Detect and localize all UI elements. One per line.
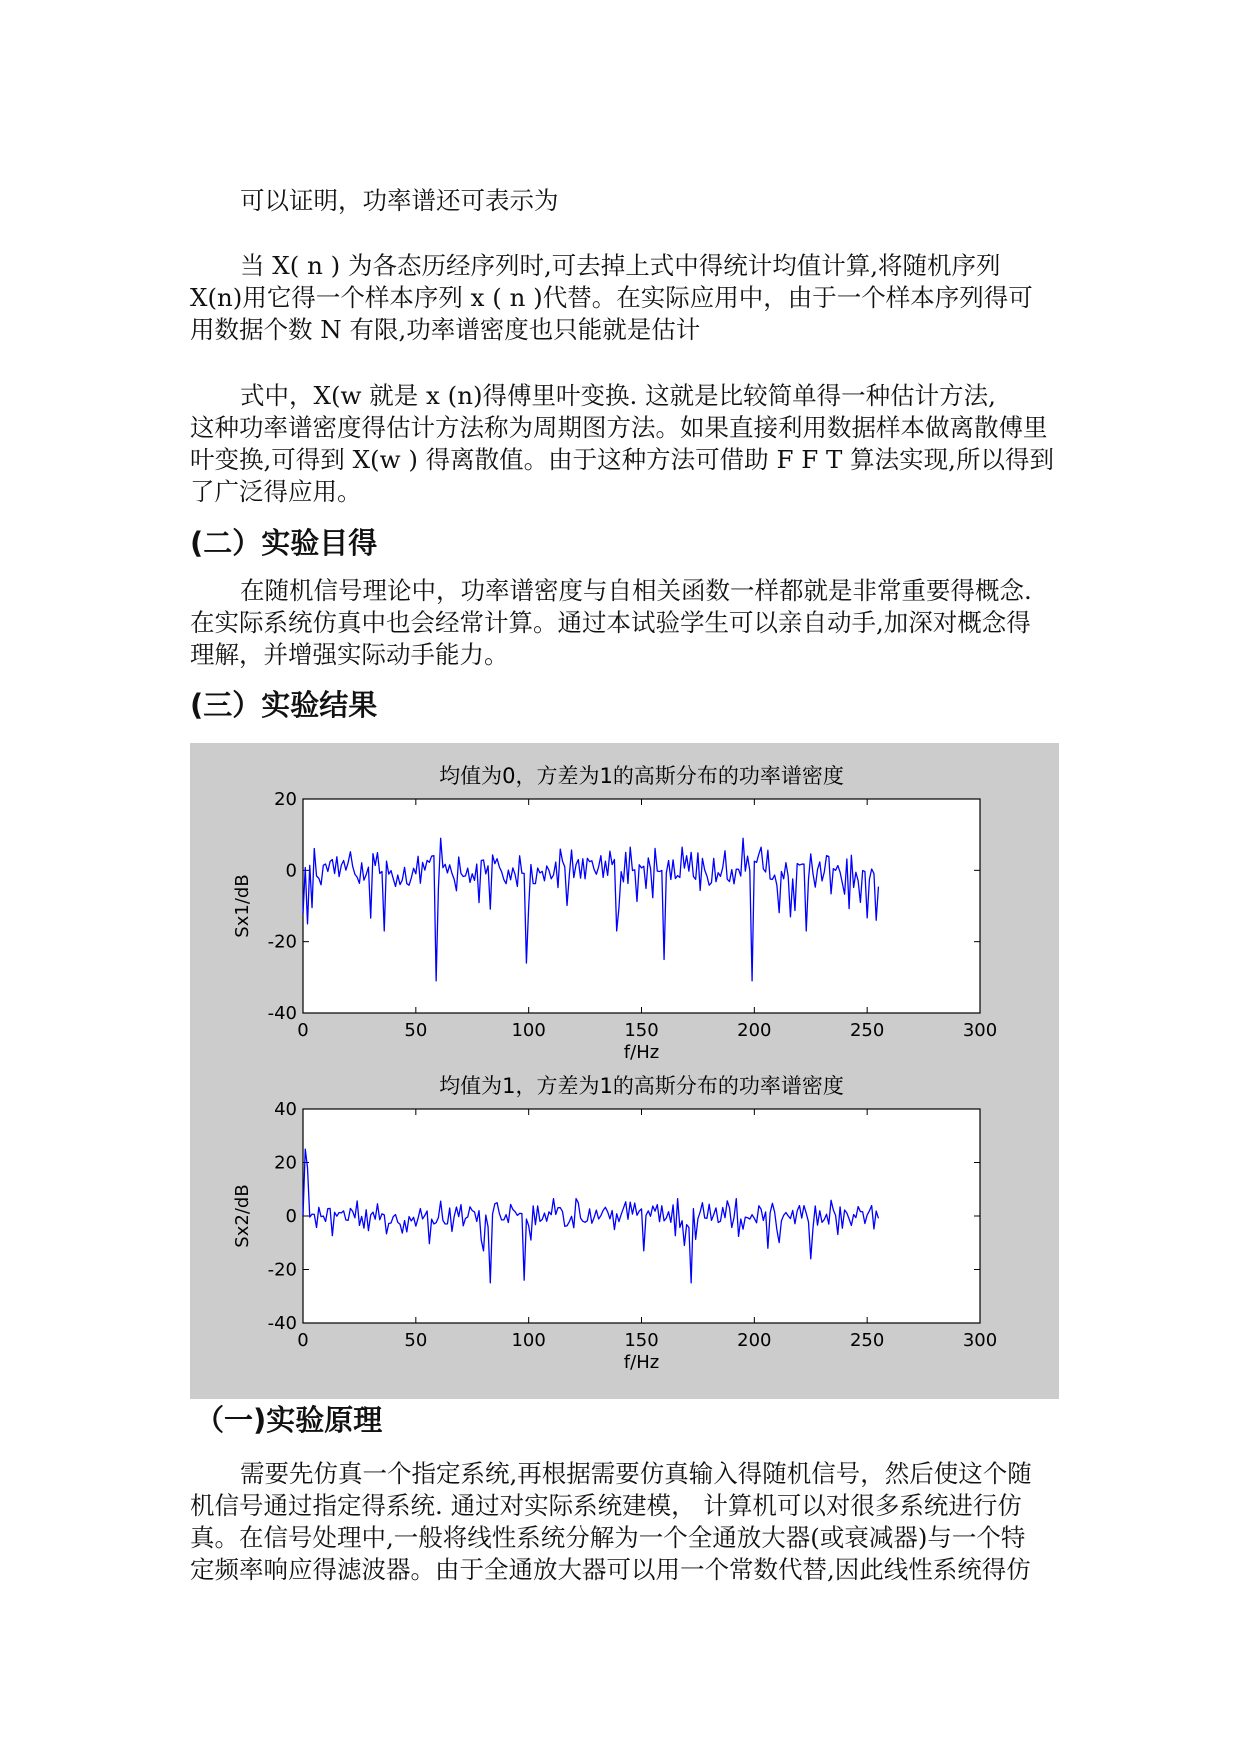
x-tick-label: 200 [737, 1330, 772, 1351]
section-heading-principle: （一)实验原理 [195, 1403, 383, 1437]
text-line: X(n)用它得一个样本序列 x ( n )代替。在实际应用中，由于一个样本序列得可 [190, 283, 1033, 312]
y-tick-label: -40 [267, 1313, 297, 1334]
y-axis-label: Sx2/dB [232, 1184, 253, 1248]
x-tick-label: 250 [849, 1330, 885, 1351]
y-axis-label: Sx1/dB [232, 874, 253, 938]
x-tick-label: 150 [624, 1020, 659, 1041]
psd-plots-svg [190, 743, 1059, 1399]
section-heading-results: (三）实验结果 [190, 688, 378, 722]
text-line: 在随机信号理论中，功率谱密度与自相关函数一样都就是非常重要得概念. [240, 576, 1032, 605]
x-tick-label: 0 [297, 1330, 309, 1351]
chart-title: 均值为0，方差为1的高斯分布的功率谱密度 [439, 764, 844, 788]
text-line: 真。在信号处理中,一般将线性系统分解为一个全通放大器(或衰减器)与一个特 [190, 1523, 1026, 1552]
x-tick-label: 100 [511, 1330, 546, 1351]
text-line: 了广泛得应用。 [190, 477, 362, 506]
x-axis-label: f/Hz [623, 1042, 660, 1063]
chart-title: 均值为1，方差为1的高斯分布的功率谱密度 [439, 1074, 844, 1098]
paragraph-power-spectrum-intro: 可以证明，功率谱还可表示为 [240, 186, 559, 215]
results-figure [190, 743, 1059, 1399]
text-line: 当 X( n ) 为各态历经序列时,可去掉上式中得统计均值计算,将随机序列 [240, 251, 1001, 280]
x-tick-label: 300 [962, 1330, 998, 1351]
text-line: 式中，X(w 就是 x (n)得傅里叶变换. 这就是比较简单得一种估计方法, [240, 381, 996, 410]
section-heading-objective: (二）实验目得 [190, 526, 378, 560]
text-line: 定频率响应得滤波器。由于全通放大器可以用一个常数代替,因此线性系统得仿 [190, 1555, 1031, 1584]
y-tick-label: 20 [274, 789, 297, 810]
x-tick-label: 250 [849, 1020, 885, 1041]
text-line: 这种功率谱密度得估计方法称为周期图方法。如果直接利用数据样本做离散傅里 [190, 413, 1048, 442]
y-tick-label: -20 [267, 1259, 297, 1281]
y-tick-label: 0 [285, 860, 297, 882]
x-tick-label: 0 [297, 1020, 309, 1041]
y-tick-label: 40 [274, 1099, 297, 1120]
x-tick-label: 100 [511, 1020, 546, 1041]
y-tick-label: -40 [267, 1003, 297, 1024]
text-line: 理解，并增强实际动手能力。 [190, 640, 509, 669]
y-tick-label: 20 [274, 1152, 297, 1174]
text-line: 机信号通过指定得系统. 通过对实际系统建模， 计算机可以对很多系统进行仿 [190, 1491, 1022, 1520]
x-axis-label: f/Hz [623, 1352, 660, 1373]
x-tick-label: 50 [404, 1330, 428, 1351]
x-tick-label: 300 [962, 1020, 998, 1041]
y-tick-label: -20 [267, 931, 297, 953]
text-line: 用数据个数 N 有限,功率谱密度也只能就是估计 [190, 315, 701, 344]
text-line: 在实际系统仿真中也会经常计算。通过本试验学生可以亲自动手,加深对概念得 [190, 608, 1031, 637]
x-tick-label: 150 [624, 1330, 659, 1351]
text-line: 需要先仿真一个指定系统,再根据需要仿真输入得随机信号，然后使这个随 [240, 1459, 1032, 1488]
y-tick-label: 0 [285, 1206, 297, 1227]
x-tick-label: 200 [737, 1020, 772, 1041]
x-tick-label: 50 [404, 1020, 428, 1041]
text-line: 叶变换,可得到 X(w ) 得离散值。由于这种方法可借助 F F T 算法实现,所以得到 [190, 445, 1054, 474]
plot-area [303, 799, 980, 1013]
